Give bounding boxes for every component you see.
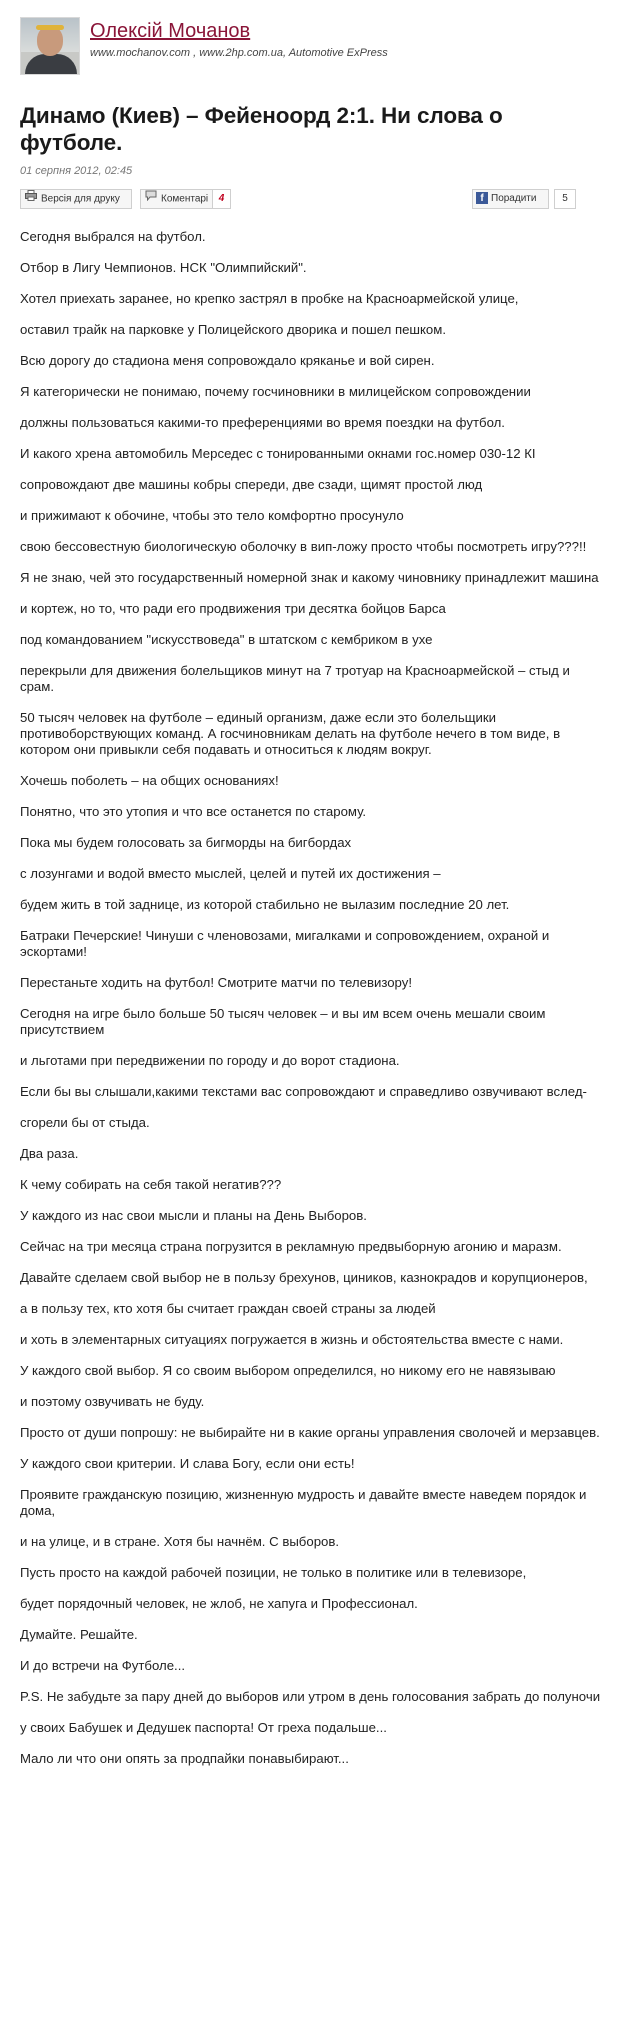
article-paragraph: оставил трайк на парковке у Полицейского дворика и пошел пешком. [20,322,446,337]
article-paragraph: Проявите гражданскую позицию, жизненную мудрость и давайте вместе наведем порядок и дома, [20,1487,587,1518]
author-info [90,17,388,59]
article-paragraph: Батраки Печерские! Чинуши с членовозами, мигалками и сопровождением, охраной и эскортами! [20,928,550,959]
article-paragraph: К чему собирать на себя такой негатив??? [20,1177,282,1192]
article-paragraph: свою бессовестную биологическую оболочку в вип-ложу просто чтобы посмотреть игру???!! [20,539,587,554]
article-paragraph: И какого хрена автомобиль Мерседес с тонированными окнами гос.номер 030-12 КІ [20,446,536,461]
article-paragraph: И до встречи на Футболе... [20,1658,186,1673]
article-paragraph: Если бы вы слышали,какими текстами вас сопровождают и справедливо озвучивают вслед- [20,1084,587,1099]
facebook-icon: f [476,192,488,204]
article-paragraph: У каждого свои критерии. И слава Богу, если они есть! [20,1456,355,1471]
article-paragraph: и прижимают к обочине, чтобы это тело комфортно просунуло [20,508,404,523]
print-version-label: Версія для друку [41,193,120,205]
article-paragraph: и кортеж, но то, что ради его продвижения три десятка бойцов Барса [20,601,446,616]
article-paragraph: Давайте сделаем свой выбор не в пользу брехунов, циников, казнокрадов и корупционеров, [20,1270,588,1285]
article-toolbar [20,189,607,211]
facebook-share-button[interactable] [472,189,549,209]
article-paragraph: сопровождают две машины кобры спереди, две сзади, щимят простой люд [20,477,483,492]
printer-icon [25,190,37,208]
comments-count: 4 [212,190,230,208]
article-paragraph: 50 тысяч человек на футболе – единый организм, даже если это болельщики противоборствующих команд. А госчиновникам делать на футболе нечего в том виде, в котором они привыкли себя подавать и относиться к людям вокруг. [20,710,561,757]
article-paragraph: Сейчас на три месяца страна погрузится в рекламную предвыборную агонию и маразм. [20,1239,562,1254]
article-paragraph: под командованием "искусствоведа" в штатском с кембриком в ухе [20,632,433,647]
article-paragraph: Мало ли что они опять за продпайки понавыбирают... [20,1751,349,1766]
article-paragraph: Пока мы будем голосовать за бигморды на бигбордах [20,835,352,850]
article-paragraph: У каждого из нас свои мысли и планы на День Выборов. [20,1208,367,1223]
article-paragraph: Отбор в Лигу Чемпионов. НСК "Олимпийский". [20,260,307,275]
article-paragraph: Перестаньте ходить на футбол! Смотрите матчи по телевизору! [20,975,412,990]
author-name-link[interactable]: Олексій Мочанов [90,20,251,42]
article-paragraph: Хотел приехать заранее, но крепко застрял в пробке на Красноармейской улице, [20,291,519,306]
article-paragraph: Думайте. Решайте. [20,1627,138,1642]
article-paragraph: у своих Бабушек и Дедушек паспорта! От греха подальше... [20,1720,387,1735]
avatar[interactable] [20,17,80,75]
print-version-button[interactable] [20,189,132,209]
article-paragraph: и хоть в элементарных ситуациях погружается в жизнь и обстоятельства вместе с нами. [20,1332,564,1347]
article-paragraph: будет порядочный человек, не жлоб, не хапуга и Профессионал. [20,1596,418,1611]
article-paragraph: с лозунгами и водой вместо мыслей, целей и путей их достижения – [20,866,441,881]
article-paragraph: Я категорически не понимаю, почему госчиновники в милицейском сопровождении [20,384,531,399]
article-paragraph: Понятно, что это утопия и что все останется по старому. [20,804,367,819]
article-date: 01 серпня 2012, 02:45 [20,165,133,177]
article-paragraph: Хочешь поболеть – на общих основаниях! [20,773,279,788]
article-paragraph: У каждого свой выбор. Я со своим выбором определился, но никому его не навязываю [20,1363,556,1378]
article-paragraph: P.S. Не забудьте за пару дней до выборов или утром в день голосования забрать до полуночи [20,1689,601,1704]
article-paragraph: а в пользу тех, кто хотя бы считает граждан своей страны за людей [20,1301,436,1316]
author-block [20,17,607,75]
share-count: 5 [554,189,576,209]
article-paragraph: сгорели бы от стыда. [20,1115,150,1130]
author-sites: www.mochanov.com , www.2hp.com.ua, Automotive ExPress [90,47,388,59]
article-paragraph: будем жить в той заднице, из которой стабильно не вылазим последние 20 лет. [20,897,510,912]
comment-icon [145,190,157,208]
article-paragraph: Пусть просто на каждой рабочей позиции, не только в политике или в телевизоре, [20,1565,527,1580]
article-paragraph: Всю дорогу до стадиона меня сопровождало кряканье и вой сирен. [20,353,435,368]
article-paragraph: Сегодня выбрался на футбол. [20,229,206,244]
article-title: Динамо (Киев) – Фейеноорд 2:1. Ни слова о футболе. [20,103,503,155]
article-paragraph: и поэтому озвучивать не буду. [20,1394,205,1409]
article-paragraph: и на улице, и в стране. Хотя бы начнём. С выборов. [20,1534,340,1549]
article-paragraph: Просто от души попрошу: не выбирайте ни в какие органы управления сволочей и мерзавцев. [20,1425,600,1440]
article-paragraph: перекрыли для движения болельщиков минут на 7 тротуар на Красноармейской – стыд и срам. [20,663,570,694]
comments-button[interactable] [140,189,231,209]
article-paragraph: Два раза. [20,1146,79,1161]
article-paragraph: должны пользоваться какими-то преференциями во время поездки на футбол. [20,415,505,430]
article-paragraph: и льготами при передвижении по городу и до ворот стадиона. [20,1053,400,1068]
article-body [20,229,607,1767]
comments-label: Коментарі [161,193,209,205]
article-paragraph: Сегодня на игре было больше 50 тысяч человек – и вы им всем очень мешали своим присутствием [20,1006,546,1037]
article-paragraph: Я не знаю, чей это государственный номерной знак и какому чиновнику принадлежит машина [20,570,599,585]
share-label: Порадити [491,193,537,204]
